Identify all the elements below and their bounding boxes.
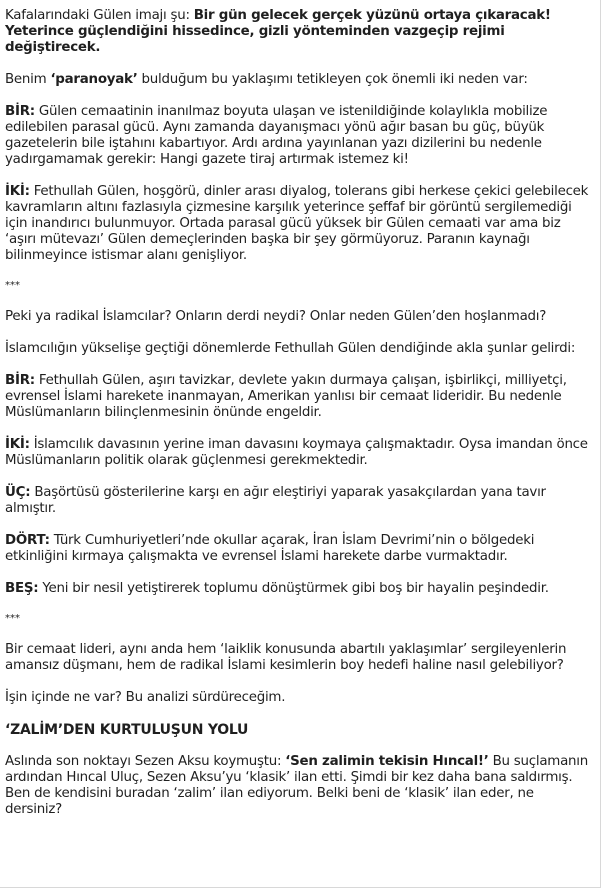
paragraph-reason-2 bbox=[5, 184, 590, 264]
point-5-label: BEŞ: bbox=[5, 581, 39, 596]
reason-1-label: BİR: bbox=[5, 104, 35, 119]
paranoya-before: Benim bbox=[5, 72, 51, 87]
paranoya-after: bulduğum bu yaklaşımı tetikleyen çok önemli iki neden var: bbox=[137, 72, 528, 87]
paragraph-point-3 bbox=[5, 485, 590, 517]
intro-text: Kafalarındaki Gülen imajı şu: bbox=[5, 8, 194, 23]
point-3-label: ÜÇ: bbox=[5, 485, 31, 500]
point-2-text: İslamcılık davasının yerine iman davasını koymaya çalışmaktadır. Oysa imandan önce Müslümanların politik olarak güçlenmesi gerekmektedir. bbox=[5, 437, 588, 468]
paragraph-islamist-intro: İslamcılığın yükselişe geçtiği dönemlerde Fethullah Gülen dendiğinde akla şunlar gelirdi: bbox=[5, 341, 576, 356]
paragraph-question: Peki ya radikal İslamcılar? Onların derdi neydi? Onlar neden Gülen’den hoşlanmadı? bbox=[5, 309, 547, 324]
paranoya-bold: ‘paranoyak’ bbox=[50, 72, 138, 87]
intro-bold-text: Bir gün gelecek gerçek yüzünü ortaya çıkaracak! Yeterince güçlendiğini hissedince, gizli yönteminden vazgeçip rejimi değiştirecek. bbox=[5, 8, 551, 55]
article-body bbox=[5, 8, 590, 834]
paragraph-reason-1 bbox=[5, 104, 590, 168]
final-after: Bu suçlamanın ardından Hıncal Uluç, Sezen Aksu’yu ‘klasik’ ilan etti. Şimdi bir kez daha bana saldırmış. Ben de kendisini buradan ‘zalim’ ilan ediyorum. Belki beni de ‘klasik’ ilan eder, ne dersiniz? bbox=[5, 754, 588, 817]
paragraph-point-4 bbox=[5, 533, 590, 565]
point-3-text: Başörtüsü gösterilerine karşı en ağır eleştiriyi yaparak yasakçılardan yana tavır almıştır. bbox=[5, 485, 546, 516]
point-1-label: BİR: bbox=[5, 373, 35, 388]
separator-2: *** bbox=[5, 613, 20, 624]
paragraph-continue: İşin içinde ne var? Bu analizi sürdüreceğim. bbox=[5, 690, 286, 705]
point-2-label: İKİ: bbox=[5, 437, 30, 452]
point-4-label: DÖRT: bbox=[5, 533, 50, 548]
paragraph-closing-question: Bir cemaat lideri, aynı anda hem ‘laiklik konusunda abartılı yaklaşımlar’ sergileyenlerin amansız düşmanı, hem de radikal İslami kesimlerin boy hedefi haline nasıl gelebiliyor? bbox=[5, 642, 567, 673]
point-5-text: Yeni bir nesil yetiştirerek toplumu dönüştürmek gibi boş bir hayalin peşindedir. bbox=[38, 581, 549, 596]
section-heading: ‘ZALİM’DEN KURTULUŞUN YOLU bbox=[5, 722, 249, 738]
separator-1: *** bbox=[5, 280, 20, 291]
point-4-text: Türk Cumhuriyetleri’nde okullar açarak, İran İslam Devrimi’nin o bölgedeki etkinliğini kırmaya çalışmakta ve evrensel İslami harekete darbe vurmaktadır. bbox=[5, 533, 535, 564]
final-before: Aslında son noktayı Sezen Aksu koymuştu: bbox=[5, 754, 286, 769]
final-bold-quote: ‘Sen zalimin tekisin Hıncal!’ bbox=[285, 754, 489, 769]
reason-2-text: Fethullah Gülen, hoşgörü, dinler arası diyalog, tolerans gibi herkese çekici gelebilecek kavramların altını fazlasıyla çizmesine karşılık yeterince şeffaf bir görüntü sergilemediği için inandırıcı bulunmuyor. Ortada parasal gücü yüksek bir Gülen cemaati var ama biz ‘aşırı mütevazı’ Gülen demeçlerinden başka bir şey görmüyoruz. Paranın kaynağı bilinmeyince istismar alanı genişliyor. bbox=[5, 184, 589, 263]
paragraph-point-2 bbox=[5, 437, 590, 469]
paragraph-point-5 bbox=[5, 581, 590, 597]
reason-1-text: Gülen cemaatinin inanılmaz boyuta ulaşan ve istenildiğinde kolaylıkla mobilize edilebilen parasal gücü. Aynı zamanda dayanışmacı yönü ağır basan bu güç, büyük gazetelerin bile iştahını kabartıyor. Ardı ardına yayınlanan yazı dizilerini bu nedenle yadırgamamak gerekir: Hangi gazete tiraj artırmak istemez ki! bbox=[5, 104, 548, 167]
paragraph-paranoya bbox=[5, 72, 590, 88]
paragraph-point-1 bbox=[5, 373, 590, 421]
point-1-text: Fethullah Gülen, aşırı tavizkar, devlete yakın durmaya çalışan, işbirlikçi, milliyetçi, evrensel İslami harekete inanmayan, Amerikan yanlısı bir cemaat lideridir. Bu nedenle Müslümanların bilinçlenmesinin önünde engeldir. bbox=[5, 373, 567, 420]
reason-2-label: İKİ: bbox=[5, 184, 30, 199]
paragraph-intro bbox=[5, 8, 590, 56]
paragraph-final bbox=[5, 754, 590, 818]
